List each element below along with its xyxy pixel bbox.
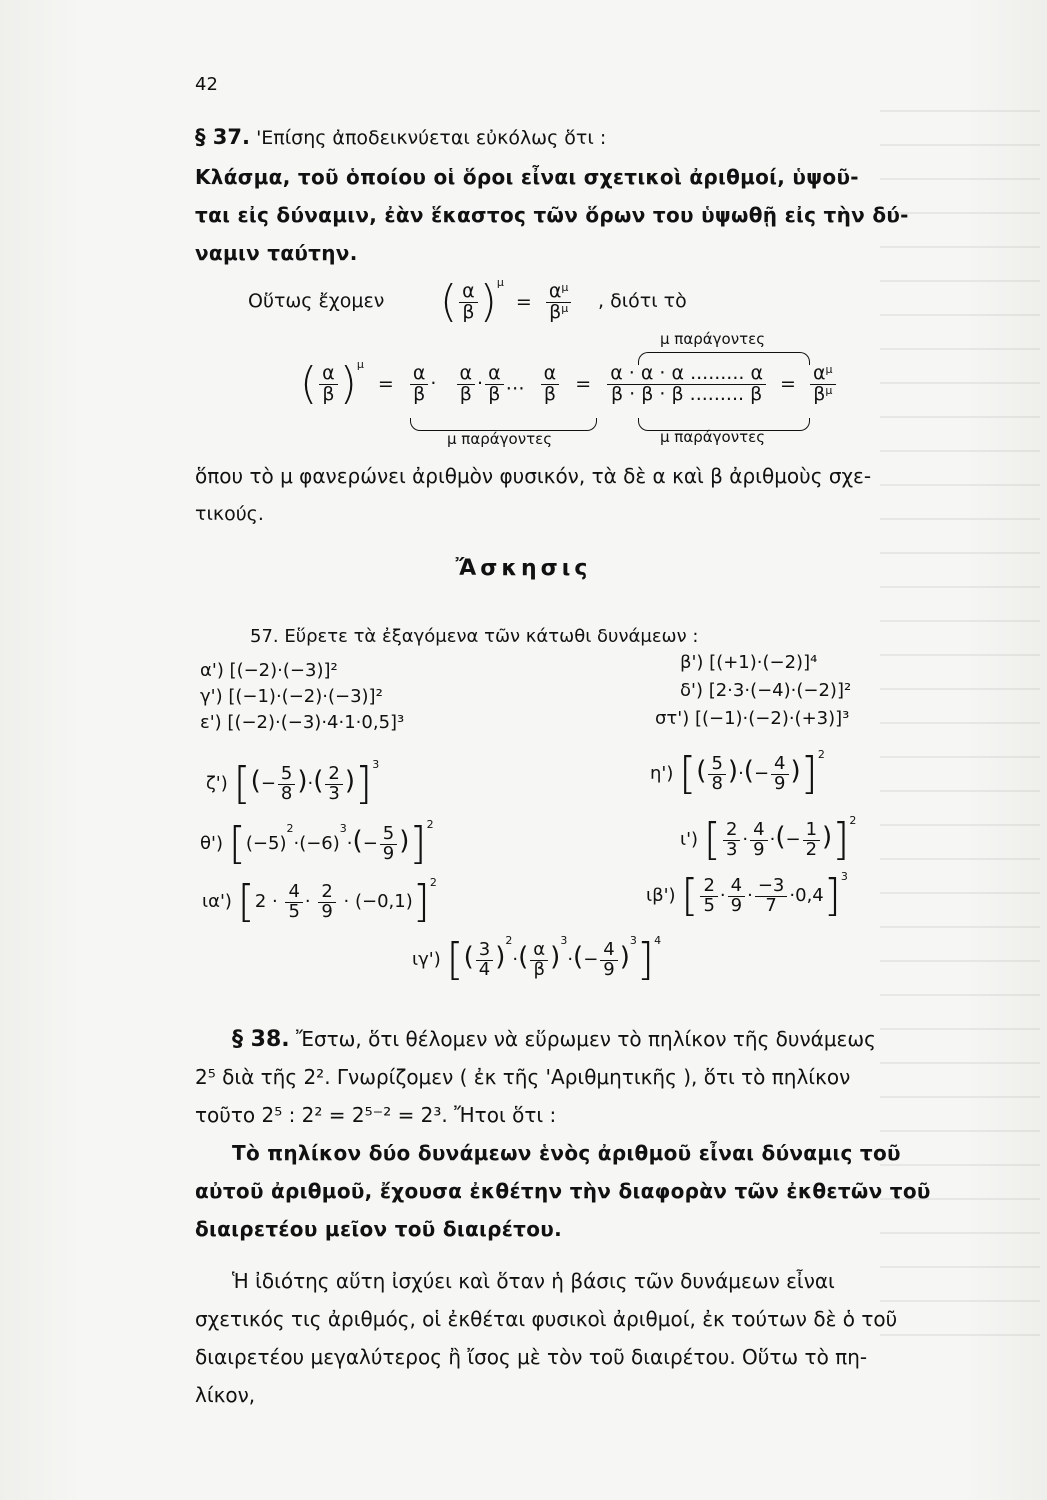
rule-37-line-3: ναμιν ταύτην.	[195, 241, 358, 265]
example-lead: Οὕτως ἔχομεν	[248, 290, 385, 312]
exercise-57-prompt: 57. Εὕρετε τὰ ἐξαγόμενα τῶν κάτωθι δυνάμεων :	[250, 626, 699, 647]
exercise-e: ε') [(−2)·(−3)·4·1·0,5]³	[200, 712, 405, 733]
section-38-number: § 38.	[232, 1027, 290, 1052]
section-38-line-1-text: Ἔστω, ὅτι θέλομεν νὰ εὕρωμεν τὸ πηλίκον τῆς δυνάμεως	[296, 1027, 876, 1051]
section-37-intro	[195, 118, 1015, 157]
exercise-a: α') [(−2)·(−3)]²	[200, 660, 338, 681]
exercise-h: η') [( $\frac{5}{8}$ )·(− $\frac{4}{9}$ )]$^2$	[650, 748, 825, 799]
paragraph-line-4: λίκον,	[195, 1383, 256, 1407]
exercise-h-label: η')	[650, 763, 674, 784]
exercise-i: ι') [ $\frac{2}{3}$ · $\frac{4}{9}$ ·(− $\frac{1}{2}$ )]$^2$	[680, 814, 857, 865]
rule-37-line-2: ται εἰς δύναμιν, ἐὰν ἕκαστος τῶν ὅρων του ὑψωθῇ εἰς τὴν δύ-	[195, 203, 909, 227]
rule-38-line-2: αὐτοῦ ἀριθμοῦ, ἔχουσα ἐκθέτην τὴν διαφορὰν τῶν ἐκθετῶν τοῦ	[195, 1179, 931, 1203]
section-37-number: § 37.	[195, 125, 251, 149]
rule-38-line-1: Τὸ πηλίκον δύο δυνάμεων ἑνὸς ἀριθμοῦ εἶναι δύναμις τοῦ	[232, 1141, 901, 1165]
section-38-line-2: 2⁵ διὰ τῆς 2². Γνωρίζομεν ( ἐκ τῆς 'Αριθμητικῆς ), ὅτι τὸ πηλίκον	[195, 1065, 851, 1089]
exercise-st: στ') [(−1)·(−2)·(+3)]³	[655, 708, 850, 729]
section-38-line-3: τοῦτο 2⁵ : 2² = 2⁵⁻² = 2³. Ἤτοι ὅτι :	[195, 1103, 557, 1127]
section-37-intro-text: 'Επίσης ἀποδεικνύεται εὐκόλως ὅτι :	[256, 127, 607, 149]
paragraph-line-3: διαιρετέου μεγαλύτερος ἢ ἴσος μὲ τὸν τοῦ διαιρέτου. Οὕτω τὸ πη-	[195, 1345, 868, 1369]
exercise-z: ζ') [(− $\frac{5}{8}$ )·( $\frac{2}{3}$ )]$^3$	[206, 758, 380, 809]
exercise-ia-label: ια')	[202, 891, 232, 912]
exercise-d: δ') [2·3·(−4)·(−2)]²	[680, 680, 852, 701]
exercise-th-label: θ')	[200, 833, 223, 854]
because-text: , διότι τὸ	[598, 290, 687, 312]
exercise-ib-label: ιβ')	[646, 885, 676, 906]
mu-factors-label-left: μ παράγοντες	[447, 430, 553, 448]
exercise-b: β') [(+1)·(−2)]⁴	[680, 652, 818, 673]
mu-factors-label-right: μ παράγοντες	[660, 428, 766, 446]
paragraph-line-2: σχετικός τις ἀριθμός, οἱ ἐκθέται φυσικοὶ ἀριθμοί, ἐκ τούτων δὲ ὁ τοῦ	[195, 1307, 898, 1331]
rule-38-line-3: διαιρετέου μεῖον τοῦ διαιρέτου.	[195, 1217, 562, 1241]
page-number: 42	[195, 74, 218, 95]
exercise-z-label: ζ')	[206, 773, 228, 794]
exercise-ib: ιβ') [ $\frac{2}{5}$ · $\frac{4}{9}$ · $\frac{-3}{7}$ ·0,4]$^3$	[646, 870, 848, 921]
rule-37-line-1: Κλάσμα, τοῦ ὁποίου οἱ ὅροι εἶναι σχετικοὶ ἀριθμοί, ὑψοῦ-	[195, 165, 859, 189]
exercise-ig-label: ιγ')	[412, 949, 441, 970]
exercise-i-label: ι')	[680, 829, 699, 850]
explanation-line-2: τικούς.	[195, 503, 264, 525]
exercise-th: θ') [$(-5)^2\cdot(-6)^3\cdot(-$ $\frac{5}{9}$ )]$^2$	[200, 818, 434, 869]
formula-power-of-fraction: ( $\frac{\alpha}{\beta}$ )$^\mu$ = $\frac{\alpha^\mu}{\beta^\mu}$	[440, 280, 573, 324]
section-38-line-1	[232, 1020, 876, 1059]
explanation-line-1: ὅπου τὸ μ φανερώνει ἀριθμὸν φυσικόν, τὰ δὲ α καὶ β ἀριθμοὺς σχε-	[195, 464, 872, 488]
exercise-ig: ιγ') [( $\frac{3}{4}$ )$^2$·( $\frac{\alpha}{\beta}$ )$^3$·(− $\frac{4}{9}$ )$^3$]$^4$	[412, 934, 662, 985]
exercise-ia: ια') [2 · $\frac{4}{5}$ · $\frac{2}{9}$ · (−0,1)]$^2$	[202, 876, 437, 927]
paragraph-line-1: Ἡ ἰδιότης αὕτη ἰσχύει καὶ ὅταν ἡ βάσις τῶν δυνάμεων εἶναι	[232, 1269, 835, 1293]
mu-factors-label-top: μ παράγοντες	[660, 330, 766, 348]
formula-expansion: ( $\frac{\alpha}{\beta}$ )$^\mu$ = $\frac{\alpha}{\beta}$ · $\frac{\alpha}{\beta}$ · $\frac{\alpha}{\beta}$ … $\frac{\alpha}{\beta}$ = $\frac{\alpha \cdot \alpha \cdot \alpha ......... \alpha}{\beta \cdot \beta \cdot \beta ......... \beta}$ = $\frac{\alpha^\mu}{\beta^\mu}$	[300, 362, 838, 406]
exercises-heading: Ἄσκησις	[455, 556, 592, 581]
exercise-g: γ') [(−1)·(−2)·(−3)]²	[200, 686, 383, 707]
